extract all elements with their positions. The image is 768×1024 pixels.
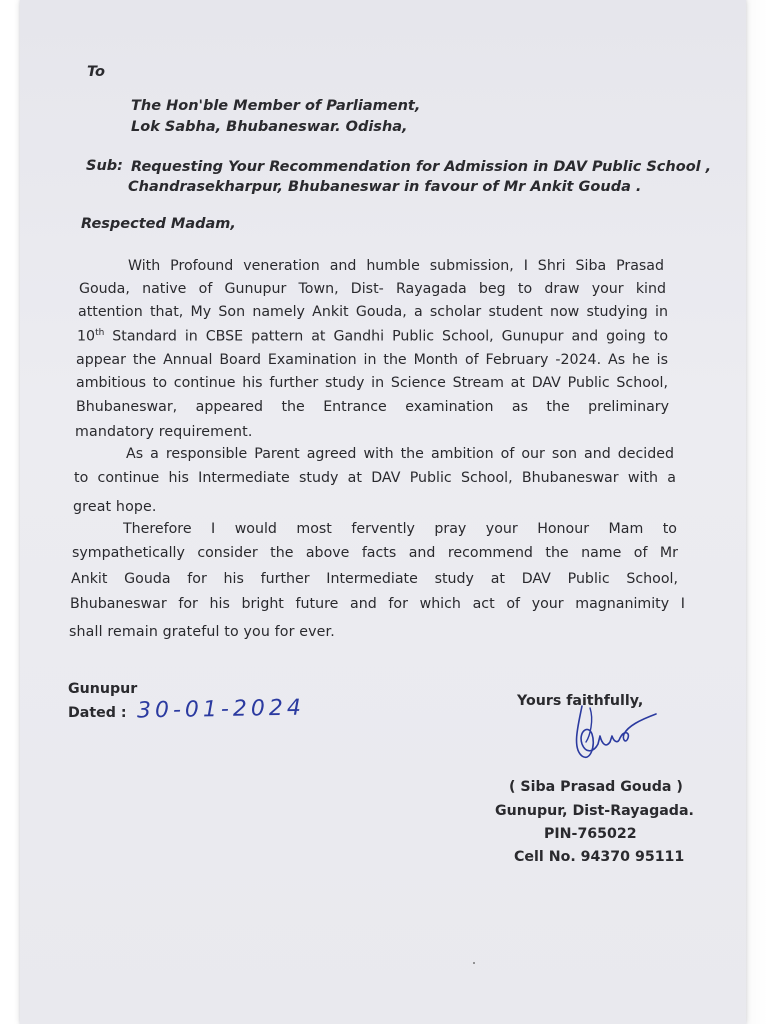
para1-line-4: 10th Standard in CBSE pattern at Gandhi Public School, Gunupur and going to <box>77 328 668 345</box>
para2-line-3: great hope. <box>73 499 157 515</box>
signature-icon <box>560 696 670 776</box>
subject-line-1: Requesting Your Recommendation for Admission in DAV Public School , <box>131 159 712 175</box>
handwritten-date: 30-01-2024 <box>136 695 306 724</box>
sender-name: ( Siba Prasad Gouda ) <box>509 779 683 795</box>
para1-line-5: appear the Annual Board Examination in the Month of February -2024. As he is <box>76 352 668 368</box>
letter-paper <box>20 0 746 1024</box>
addressee-line-2: Lok Sabha, Bhubaneswar. Odisha, <box>131 119 408 135</box>
para1-line-8: mandatory requirement. <box>75 424 253 440</box>
para2-line-2: to continue his Intermediate study at DAV Public School, Bhubaneswar with a <box>74 470 676 486</box>
para1-line-3: attention that, My Son namely Ankit Gouda, a scholar student now studying in <box>78 304 668 320</box>
sender-cell: Cell No. 94370 95111 <box>514 849 685 865</box>
sender-address: Gunupur, Dist-Rayagada. <box>495 803 694 819</box>
dated-label: Dated : <box>68 705 127 721</box>
para1-line-7: Bhubaneswar, appeared the Entrance examination as the preliminary <box>76 399 669 415</box>
para1-line-6: ambitious to continue his further study in Science Stream at DAV Public School, <box>76 375 668 391</box>
subject-line-2: Chandrasekharpur, Bhubaneswar in favour of Mr Ankit Gouda . <box>128 179 642 195</box>
place: Gunupur <box>68 681 138 697</box>
sender-pin: PIN-765022 <box>544 826 637 842</box>
para3-line-3: Ankit Gouda for his further Intermediate study at DAV Public School, <box>71 571 678 587</box>
para2-line-1: As a responsible Parent agreed with the ambition of our son and decided <box>126 446 674 462</box>
para3-line-5: shall remain grateful to you for ever. <box>69 624 335 640</box>
addressee-line-1: The Hon'ble Member of Parliament, <box>131 98 421 114</box>
salutation: Respected Madam, <box>81 216 236 232</box>
para3-line-1: Therefore I would most fervently pray your Honour Mam to <box>123 521 677 537</box>
para3-line-2: sympathetically consider the above facts and recommend the name of Mr <box>72 545 678 561</box>
closing: Yours faithfully, <box>517 693 644 709</box>
paper-speck <box>473 962 475 964</box>
para3-line-4: Bhubaneswar for his bright future and for which act of your magnanimity I <box>70 596 685 612</box>
subject-label: Sub: <box>86 158 123 174</box>
para1-line-2: Gouda, native of Gunupur Town, Dist- Rayagada beg to draw your kind <box>79 281 666 297</box>
para1-line-1: With Profound veneration and humble submission, I Shri Siba Prasad <box>128 258 664 274</box>
to-label: To <box>87 64 105 80</box>
